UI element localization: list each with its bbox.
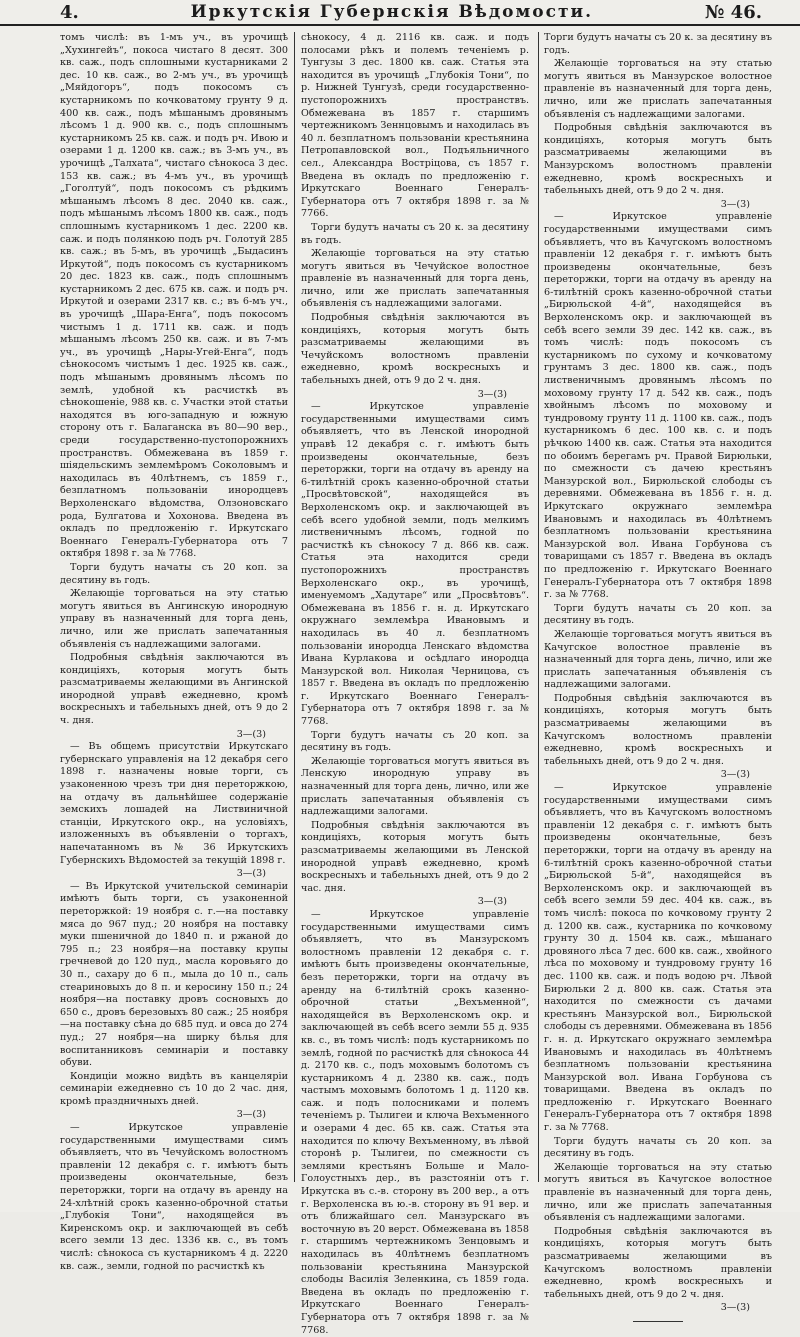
paragraph: Желающіе торговаться на эту статью могутъ явиться въ Манзурское волостное правленіе въ назначенный для торга день, лично, или же прислать запечатанныя объявленія съ надлежащими залогами.	[544, 58, 772, 120]
column-2	[301, 32, 529, 1336]
paragraph: — Въ Иркутской учительской семинаріи имѣютъ быть торги, съ узаконенной переторжкой: 19 ноября с. г.—на поставку мяса до 967 пуд.; 20 ноября на поставку муки пшеничной до 1840 п. и ржаной до 795 п.; 23 ноября—на поставку крупы гречневой до 120 пуд., масла коровьяго до 30 п., сахару до 6 п., мыла до 10 п., саль стеариновыхъ до 8 п. и керосину 150 п.; 24 ноября—на поставку дровъ сосновыхъ до 650 с., дровъ березовыхъ 80 саж.; 25 ноября—на поставку сѣна до 685 пуд. и овса до 274 пуд.; 27 ноября—на ширку бѣлья для воспитанниковъ семинаріи и поставку обуви.	[60, 880, 288, 1069]
paragraph: — Иркутское управленіе государственными имуществами симъ объявляетъ, что въ Ленской инородной управѣ 12 декабря с. г. имѣютъ быть произведены окончательные, безъ переторжки, торги на отдачу въ аренду на 6-тилѣтній срокъ казенно-оброчной статьи „Просвѣтовской“, находящейся въ Верхоленскомъ окр. и заключающей въ себѣ всего удобной земли, подъ мелкимъ лиственичнымъ лѣсомъ, годной по расчисткѣ къ сѣнокосу 7 д. 866 кв. саж. Статья эта находится среди пустопорожнихъ пространствъ Верхоленскаго окр., въ урочищѣ, именуемомъ „Хадутаре“ или „Просвѣтовъ“. Обмежевана въ 1856 г. н. д. Иркутскаго окружнаго землемѣра Ивановымъ и находилась въ 40 л. безплатномъ пользованіи инородца Ленскаго вѣдомства Ивана Курлакова и осѣдлаго инородца Манзурской вол. Николая Черницова, съ 1857 г. Введена въ окладъ по предложенію г. Иркутскаго Военнаго Генералъ-Губернатора отъ 7 октября 1898 г. за № 7768.	[301, 401, 529, 728]
page-header	[0, 0, 800, 26]
paragraph: — Иркутское управленіе государственными имуществами симъ объявляетъ, что въ Качугскомъ волостномъ правленіи 12 декабря г. г. имѣютъ быть произведены окончательные, безъ переторжки, торги на отдачу въ аренду на 6-тилѣтній срокъ казенно-оброчной статьи „Бирюльской 4-й“, находящейся въ Верхоленскомъ окр. и заключающей въ себѣ всего земли 39 дес. 142 кв. саж., въ томъ числѣ: подъ покосомъ съ кустарникомъ по сухому и кочковатому грунтамъ 3 дес. 1800 кв. саж., подъ лиственичнымъ дровянымъ лѣсомъ по моховому грунту 17 д. 542 кв. саж., подъ хвойнымъ лѣсомъ по моховому и тундровому грунту 11 д. 1100 кв. саж., подъ кустарникомъ 6 дес. 100 кв. с. и подъ рѣчкою 1400 кв. саж. Статья эта находится по обоимъ берегамъ рч. Правой Бирюльки, по смежности съ дачею крестьянъ Манзурской вол., Бирюльской слободы съ деревнями. Обмежевана въ 1856 г. н. д. Иркутскаго окружнаго землемѣра Ивановымъ и находилась въ 40лѣтнемъ безплатномъ пользованіи крестьянина Манзурской вол. Ивана Горбунова съ товарищами съ 1857 г. Введена въ окладъ по предложенію г. Иркутскаго Военнаго Генералъ-Губернатора отъ 7 октября 1898 г. за № 7768.	[544, 211, 772, 601]
paragraph: Подробныя свѣдѣнія заключаются въ кондиціяхъ, которыя могутъ быть разсматриваемы желающими въ Качугскомъ волостномъ правленіи ежедневно, кромѣ воскресныхъ и табельныхъ дней, отъ 9 до 2 ч. дня.	[544, 692, 772, 767]
signature-mark: 3—(3)	[477, 388, 507, 400]
paragraph: Торги будутъ начаты съ 20 коп. за десятину въ годъ.	[544, 602, 772, 627]
paragraph: Подробныя свѣдѣнія заключаются въ кондиціяхъ, которыя могутъ быть разсматриваемы желающими въ Качугскомъ волостномъ правленіи ежедневно, кромѣ воскресныхъ и табельныхъ дней, отъ 9 до 2 ч. дня.	[544, 1225, 772, 1300]
column-1	[60, 32, 288, 1272]
signature-mark: 3—(3)	[477, 896, 507, 908]
paragraph: Подробныя свѣдѣнія заключаются въ кондиціяхъ, которыя могутъ быть разсматриваемы желающими въ Ангинской инородной управѣ ежедневно, кромѣ воскресныхъ и табельныхъ дней, отъ 9 до 2 ч. дня.	[60, 652, 288, 727]
page-number: 4.	[60, 1, 79, 23]
signature-mark: 3—(3)	[720, 1302, 750, 1314]
paragraph: Торги будутъ начаты съ 20 к. за десятину въ годъ.	[544, 32, 772, 56]
paragraph: Желающіе торговаться на эту статью могутъ явиться въ Ангинскую инородную управу въ назначенный для торга день, лично, или же прислать запечатанныя объявленія съ надлежащими залогами.	[60, 588, 288, 650]
paragraph: Желающіе торговаться на эту статью могутъ явиться въ Чечуйское волостное правленіе въ назначенный для торга день, лично, или же прислать запечатанныя объявленія съ надлежащими залогами.	[301, 248, 529, 310]
issue-number: № 46.	[704, 1, 762, 23]
paragraph: — Въ общемъ присутствіи Иркутскаго губернскаго управленія на 12 декабря сего 1898 г. назначены новые торги, съ узаконенною чрезъ три дня переторжкою, на отдачу въ дальнѣйшее содержаніе земскихъ лошадей на Листвиничной станціи, Иркутского окр., на условіяхъ, изложенныхъ въ объявленіи о торгахъ, напечатанномъ въ № 36 Иркутскихъ Губернскихъ Вѣдомостей за текущій 1898 г.	[60, 741, 288, 866]
end-rule	[633, 1321, 683, 1322]
paragraph: Торги будутъ начаты съ 20 к. за десятину въ годъ.	[301, 221, 529, 246]
paragraph: Желающіе торговаться могутъ явиться въ Качугское волостное правленіе въ назначенный для торга день, лично, или же прислать запечатанныя объявленія съ надлежащими залогами.	[544, 628, 772, 691]
paragraph: — Иркутское управленіе государственными имуществами симъ объявляетъ, что въ Манзурскомъ волостномъ правленіи 12 декабря с. г. имѣютъ быть произведены окончательные, безъ переторжки, торги на отдачу въ аренду на 6-тилѣтній срокъ казенно-оброчной статьи „Вехъменной“, находящейся въ Верхоленскомъ окр. и заключающей въ себѣ всего земли 55 д. 935 кв. с., въ томъ числѣ: подъ кустарникомъ по землѣ, годной по расчисткѣ для сѣнокоса 44 д. 2170 кв. с., подъ моховымъ болотомъ съ кустарникомъ 4 д. 2380 кв. саж., подъ частымъ моховымъ болотомъ 1 д. 1120 кв. саж. и подъ полосниками и полемъ теченіемъ р. Тылигеи и ключа Вехъменного и озерами 4 дес. 65 кв. саж. Статья эта находится по ключу Вехъменному, въ лѣвой сторонѣ р. Тылигеи, по смежности съ землями крестьянъ Больше и Мало-Голоустныхъ дер., въ разстояніи отъ г. Иркутска въ с.-в. сторону въ 200 вер., а отъ г. Верхоленска въ ю.-в. сторону въ 91 вер. и отъ ближайшаго сел. Манзурскаго въ восточную въ 20 верст. Обмежевана въ 1858 г. старшимъ чертежникомъ Зенцовымъ и находилась въ 40лѣтнемъ безплатномъ пользованіи крестьянина Манзурской слободы Василія Зеленкина, съ 1859 года. Введена въ окладъ по предложенію г. Иркутскаго Военнаго Генералъ-Губернатора отъ 7 октября 1898 г. за № 7768.	[301, 908, 529, 1336]
columns	[60, 32, 772, 1336]
signature-mark: 3—(3)	[720, 769, 750, 781]
paragraph: томъ числѣ: въ 1-мъ уч., въ урочищѣ „Хухингейъ“, покоса чистаго 8 десят. 300 кв. саж., подъ сплошными кустарниками 2 дес. 10 кв. саж., во 2-мъ уч., въ урочищѣ „Мяйдогоръ“, подъ покосомъ съ кустарникомъ по кочковатому грунту 9 д. 400 кв. саж., подъ мѣшанымъ дровянымъ лѣсомъ 1 д. 900 кв. с., подъ сплошнымъ кустарникомъ 25 кв. саж. и подъ рч. Ивою и озерами 1 д. 1200 кв. саж.; въ 3-мъ уч., въ урочищѣ „Талхата“, чистаго сѣнокоса 3 дес. 153 кв. саж.; въ 4-мъ уч., въ урочищѣ „Гоголтуй“, подъ покосомъ съ рѣдкимъ мѣшанымъ лѣсомъ 8 дес. 2040 кв. саж., подъ мѣшанымъ лѣсомъ 1800 кв. саж., подъ сплошнымъ кустарникомъ 1 дес. 2200 кв. саж. и подъ полянкою подъ рч. Голотуй 285 кв. саж.; въ 5-мъ, въ урочищѣ „Быдасинъ Иркутой“, подъ покосомъ съ кустарникомъ 20 дес. 1823 кв. саж., подъ сплошнымъ кустарникомъ 2 дес. 675 кв. саж. и подъ рч. Иркутой и озерами 2317 кв. с.; въ 6-мъ уч., въ урочищѣ „Шара-Енга“, подъ покосомъ чистымъ 1 д. 1711 кв. саж. и подъ мѣшанымъ лѣсомъ 250 кв. саж. и въ 7-мъ уч., въ урочищѣ „Нары-Угей-Енга“, подъ сѣнокосомъ чистымъ 1 дес. 1925 кв. саж., подъ мѣшанымъ дровянымъ лѣсомъ по землѣ, удобной къ расчисткѣ въ сѣнокошеніе, 988 кв. с. Участки этой статьи находятся въ юго-западную и южную сторону отъ г. Балаганска въ 80—90 вер., среди государственно-пустопорожнихъ пространствъ. Обмежевана въ 1859 г. шіядельскимъ землемѣромъ Соколовымъ и находилась въ 40лѣтнемъ, съ 1859 г., безплатномъ пользованіи инородцевъ Верхоленскаго вѣдомства, Олзоновскаго рода, Булгатова и Хохонова. Введена въ окладъ по предложенію г. Иркутскаго Военнаго Генералъ-Губернатора отъ 7 октября 1898 г. за № 7768.	[60, 32, 288, 560]
paragraph: Торги будутъ начаты съ 20 коп. за десятину въ годъ.	[301, 729, 529, 754]
column-3	[544, 32, 772, 1314]
signature-mark: 3—(3)	[236, 868, 266, 880]
newspaper-title: Иркутскія Губернскія Вѣдомости.	[190, 2, 594, 22]
paragraph: Торги будутъ начаты съ 20 коп. за десятину въ годъ.	[60, 561, 288, 586]
paragraph: Кондиціи можно видѣть въ канцеляріи семинаріи ежедневно съ 10 до 2 час. дня, кромѣ праздничныхъ дней.	[60, 1070, 288, 1107]
paragraph: Желающіе торговаться на эту статью могутъ явиться въ Качугское волостное правленіе въ назначенный для торга день, лично, или же прислать запечатанныя объявленія съ надлежащими залогами.	[544, 1161, 772, 1224]
paragraph: — Иркутское управленіе государственными имуществами симъ объявляетъ, что въ Качугскомъ волостномъ правленіи 12 декабря с. г. имѣютъ быть произведены окончательные, безъ переторжки, торги на отдачу въ аренду на 6-тилѣтній срокъ казенно-оброчной статьи „Бирюльской 5-й“, находящейся въ Верхоленскомъ окр. и заключающей въ себѣ всего земли 59 дес. 404 кв. саж., въ томъ числѣ: покоса по кочковому грунту 2 д. 1200 кв. саж., кустарника по кочковому грунту 30 д. 1504 кв. саж., мѣшанаго дровяного лѣса 7 дес. 600 кв. саж., хвойного лѣса по моховому и тундровому грунту 16 дес. 1100 кв. саж. и подъ водою рч. Лѣвой Бирюльки 2 д. 800 кв. саж. Статья эта находится по смежности съ дачами крестьянъ Манзурской вол., Бирюльской слободы съ деревнями. Обмежевана въ 1856 г. н. д. Иркутскаго окружнаго землемѣра Ивановымъ и находилась въ 40лѣтнемъ безплатномъ пользованіи крестьянина Манзурской вол. Ивана Горбунова съ товарищами. Введена въ окладъ по предложенію г. Иркутскаго Военнаго Генералъ-Губернатора отъ 7 октября 1898 г. за № 7768.	[544, 782, 772, 1134]
paragraph: Подробныя свѣдѣнія заключаются въ кондиціяхъ, которыя могутъ быть разсматриваемы желающими въ Ленской инородной управѣ ежедневно, кромѣ воскресныхъ и табельныхъ дней, отъ 9 до 2 час. дня.	[301, 819, 529, 894]
paragraph: сѣнокосу, 4 д. 2116 кв. саж. и подъ полосами рѣкъ и полемъ теченіемъ р. Тунгузы 3 дес. 1800 кв. саж. Статья эта находится въ урочищѣ „Глубокія Тони“, по р. Нижней Тунгузѣ, среди государственно-пустопорожнихъ пространствъ. Обмежевана въ 1857 г. старшимъ чертежникомъ Зеннцовымъ и находилась въ 40 л. безплатномъ пользованіи крестьянина Петропавловской вол., Подъяльничного сел., Александра Востріцова, съ 1857 г. Введена въ окладъ по предложенію г. Иркутскаго Военнаго Генералъ-Губернатора отъ 7 октября 1898 г. за № 7766.	[301, 32, 529, 220]
signature-mark: 3—(3)	[720, 198, 750, 210]
paragraph: Желающіе торговаться могутъ явиться въ Ленскую инородную управу въ назначенный для торга день, лично, или же прислать запечатанныя объявленія съ надлежащими залогами.	[301, 755, 529, 818]
paragraph: Подробныя свѣдѣнія заключаются въ кондиціяхъ, которыя могутъ быть разсматриваемы желающими въ Чечуйскомъ волостномъ правленіи ежедневно, кромѣ воскресныхъ и табельныхъ дней, отъ 9 до 2 ч. дня.	[301, 312, 529, 387]
paragraph: — Иркутское управленіе государственными имуществами симъ объявляетъ, что въ Чечуйскомъ волостномъ правленіи 12 декабря с. г. имѣютъ быть произведены окончательные, безъ переторжки, торги на отдачу въ аренду на 24-хлѣтній срокъ казенно-оброчной статьи „Глубокія Тони“, находящейся въ Киренскомъ окр. и заключающей въ себѣ всего земли 13 дес. 1336 кв. с., въ томъ числѣ: сѣнокоса съ кустарникомъ 4 д. 2220 кв. саж., земли, годной по расчисткѣ къ	[60, 1122, 288, 1272]
signature-mark: 3—(3)	[236, 1109, 266, 1121]
paragraph: Торги будутъ начаты съ 20 коп. за десятину въ годъ.	[544, 1135, 772, 1160]
signature-mark: 3—(3)	[236, 728, 266, 740]
paragraph: Подробныя свѣдѣнія заключаются въ кондиціяхъ, которыя могутъ быть разсматриваемы желающими въ Манзурскомъ волостномъ правленіи ежедневно, кромѣ воскресныхъ и табельныхъ дней, отъ 9 до 2 ч. дня.	[544, 122, 772, 197]
